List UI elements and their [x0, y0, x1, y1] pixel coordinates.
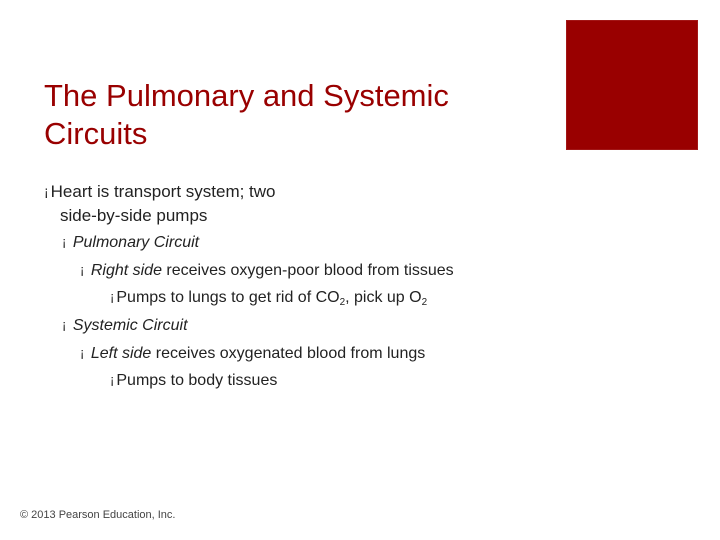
slide-title-line-2: Circuits [44, 116, 148, 151]
pumps-body-text: Pumps to body tissues [116, 372, 278, 389]
bullet-left-side [80, 344, 425, 364]
bullet-pulmonary-circuit [62, 233, 199, 253]
bullet-circle-icon: ¡ [44, 183, 49, 199]
bullet-circle-icon: ¡ [110, 289, 115, 304]
bullet-circle-icon: ¡ [110, 372, 115, 387]
bullet-right-side [80, 261, 454, 281]
bullet-heart-transport [44, 180, 276, 227]
bullet-circle-icon: ¡ [80, 345, 85, 360]
slide-title-line-1: The Pulmonary and Systemic [44, 78, 449, 113]
pumps-lungs-text-b: , pick up O [345, 289, 422, 306]
pumps-lungs-text-a: Pumps to lungs to get rid of CO [116, 289, 340, 306]
slide-title [44, 77, 544, 153]
left-side-label: Left side [90, 345, 152, 362]
bullet-pumps-to-lungs [110, 288, 427, 310]
bullet-circle-icon: ¡ [80, 262, 85, 277]
bullet-heart-text-line-1: Heart is transport system; two [50, 182, 276, 201]
accent-block [566, 20, 698, 150]
pulmonary-circuit-label: Pulmonary Circuit [72, 234, 200, 251]
left-side-text: receives oxygenated blood from lungs [151, 345, 426, 362]
bullet-pumps-to-body [110, 371, 277, 391]
systemic-circuit-label: Systemic Circuit [72, 317, 188, 334]
bullet-circle-icon: ¡ [62, 234, 67, 249]
right-side-label: Right side [90, 262, 162, 279]
bullet-systemic-circuit [62, 316, 188, 336]
bullet-heart-text-line-2: side-by-side pumps [60, 206, 208, 225]
co2-subscript: 2 [339, 297, 346, 309]
o2-subscript: 2 [421, 297, 428, 309]
bullet-circle-icon: ¡ [62, 317, 67, 332]
right-side-text: receives oxygen-poor blood from tissues [161, 262, 454, 279]
copyright-footer: © 2013 Pearson Education, Inc. [20, 509, 176, 521]
